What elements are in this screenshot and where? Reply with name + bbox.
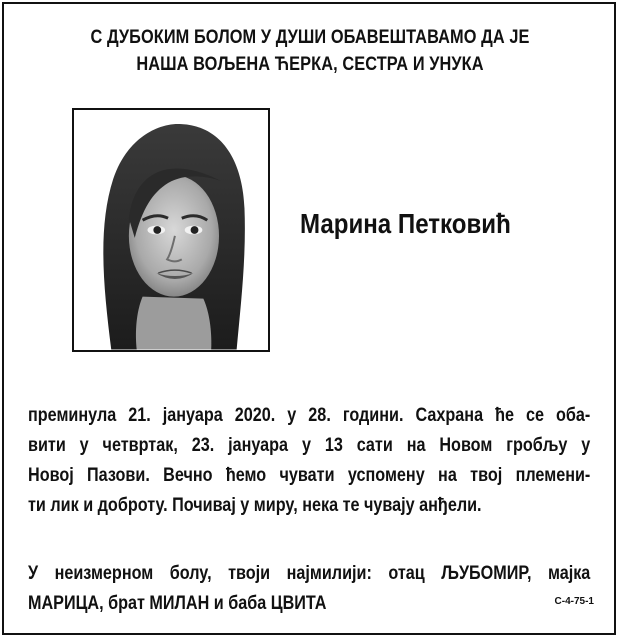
paragraph-line: вити у четвртак, 23. јануара у 13 сати на Новом гробљу у [28, 435, 591, 456]
mourners-line: МАРИЦА, брат МИЛАН и баба ЦВИТА [28, 593, 327, 614]
headline-line-2: НАША ВОЉЕНА ЋЕРКА, СЕСТРА И УНУКА [136, 54, 484, 75]
announcement-paragraph [28, 401, 590, 521]
mourners-line: У неизмерном болу, твоји најмилији: отац ЉУБОМИР, мајка [28, 563, 591, 584]
portrait-image [74, 110, 268, 350]
headline-line-1: С ДУБОКИМ БОЛОМ У ДУШИ ОБАВЕШТАВАМО ДА ЈЕ [90, 27, 530, 48]
paragraph-line: ти лик и доброту. Почивај у миру, нека те чувају анђели. [28, 495, 482, 516]
mourners-paragraph [28, 559, 590, 619]
headline [43, 24, 576, 78]
portrait-photo [72, 108, 270, 352]
paragraph-line: преминула 21. јануара 2020. у 28. години. Сахрана ће се оба- [28, 405, 591, 426]
paragraph-line: Новој Пазови. Вечно ћемо чувати успомену на твој племени- [28, 465, 591, 486]
deceased-name: Марина Петковић [300, 208, 511, 239]
ad-code: C-4-75-1 [554, 596, 594, 607]
